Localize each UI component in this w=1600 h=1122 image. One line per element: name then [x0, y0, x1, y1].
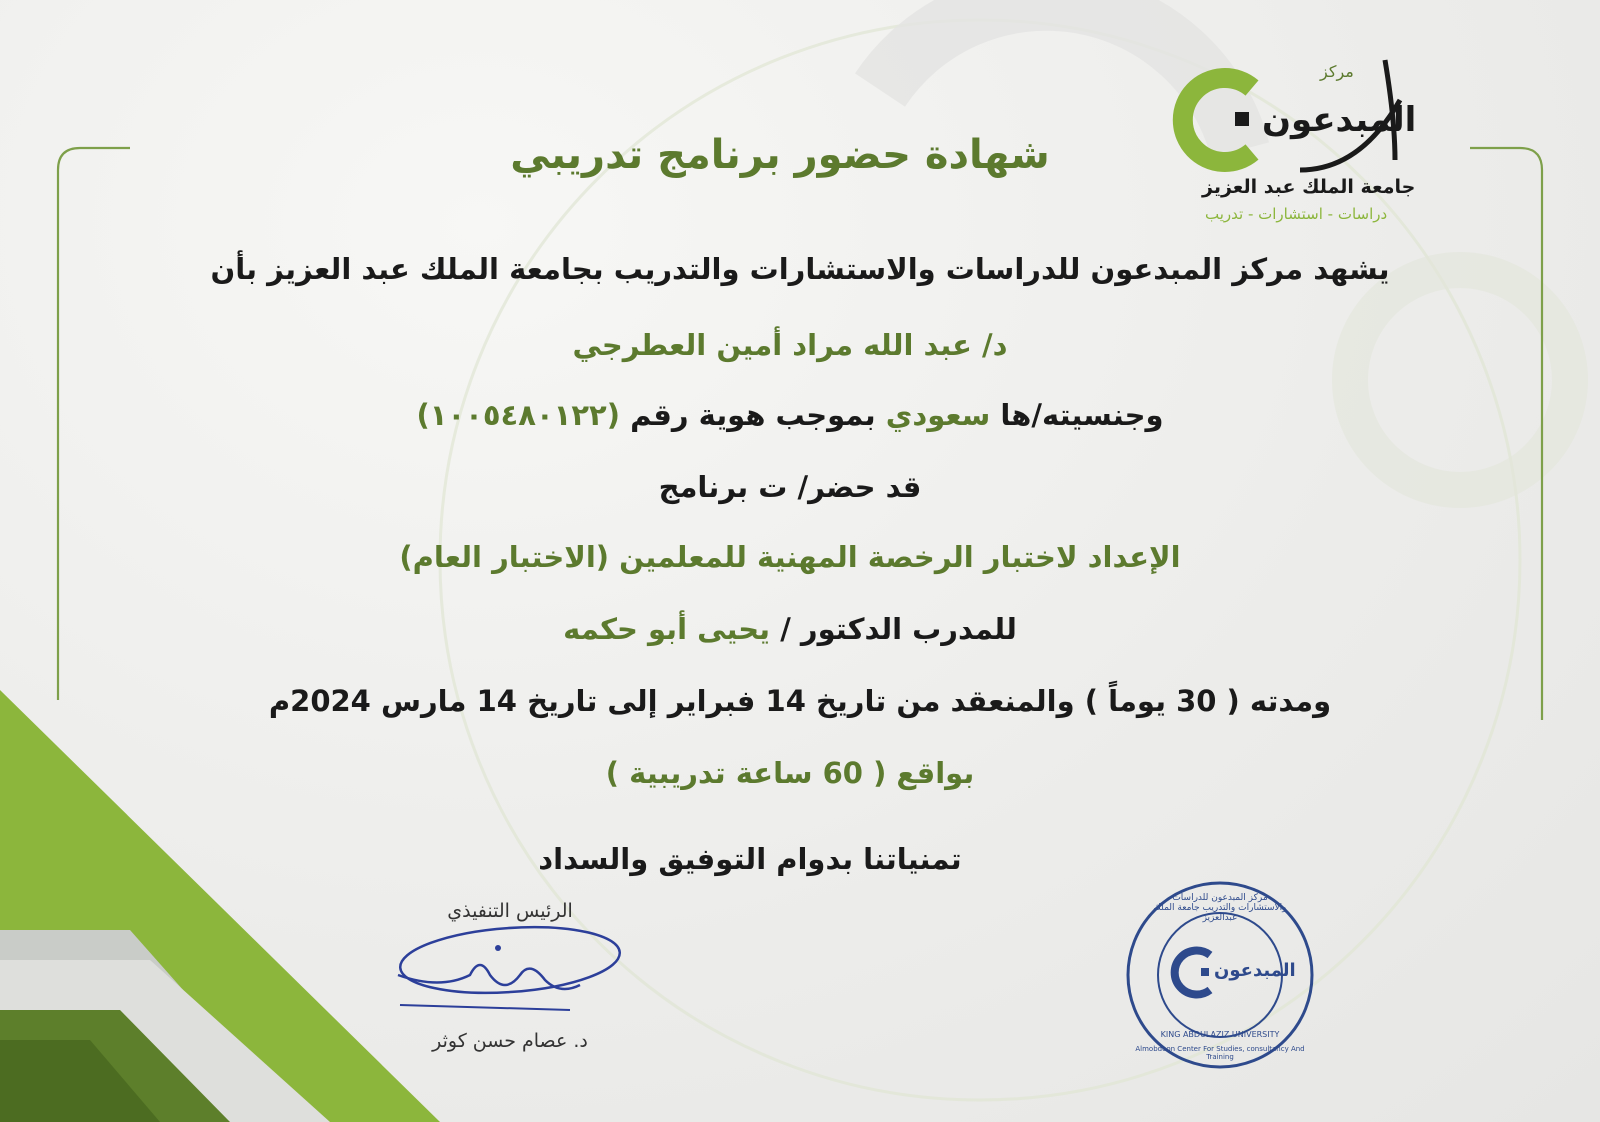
signature-title: الرئيس التنفيذي [447, 900, 573, 922]
id-prefix: بموجب هوية رقم [630, 398, 876, 432]
seal-university-en: KING ABDULAZIZ UNIVERSITY [1160, 1030, 1280, 1039]
nationality-prefix: وجنسيته/ها [1000, 398, 1164, 432]
program-name: الإعداد لاختبار الرخصة المهنية للمعلمين (الاختبار العام) [399, 540, 1181, 574]
duration-text: ومدته ( 30 يوماً ) والمنعقد من تاريخ 14 فبراير إلى تاريخ 14 مارس 2024م [268, 684, 1332, 718]
trainer-prefix: للمدرب الدكتور / [780, 612, 1017, 646]
signatory-name: د. عصام حسن كوثر [432, 1030, 588, 1052]
trainer-name: يحيى أبو حكمه [563, 612, 771, 646]
logo-name: المبدعون [1262, 100, 1417, 140]
recipient-name: د/ عبد الله مراد أمين العطرجي [572, 328, 1008, 362]
seal-center-name: المبدعون [1214, 960, 1296, 981]
intro-text: يشهد مركز المبدعون للدراسات والاستشارات والتدريب بجامعة الملك عبد العزيز بأن [210, 252, 1390, 286]
closing-text: تمنياتنا بدوام التوفيق والسداد [538, 842, 962, 876]
seal-arabic-ring: مركز المبدعون للدراسات والاستشارات والتدريب جامعة الملك عبدالعزيز [1153, 893, 1287, 923]
logo-top-word: مركز [1320, 62, 1354, 81]
id-number: (١٠٠٥٤٨٠١٢٢) [416, 398, 621, 432]
certificate-title: شهادة حضور برنامج تدريبي [510, 132, 1050, 178]
seal-english-ring: Almobdoon Center For Studies, consultancy And Training [1135, 1045, 1305, 1061]
nationality-value: سعودي [885, 398, 991, 432]
hours-text: بواقع ( 60 ساعة تدريبية ) [605, 756, 975, 790]
logo-university: جامعة الملك عبد العزيز [1202, 176, 1416, 198]
logo-tagline: دراسات - استشارات - تدريب [1205, 205, 1388, 223]
attended-text: قد حضر/ ت برنامج [658, 470, 922, 504]
